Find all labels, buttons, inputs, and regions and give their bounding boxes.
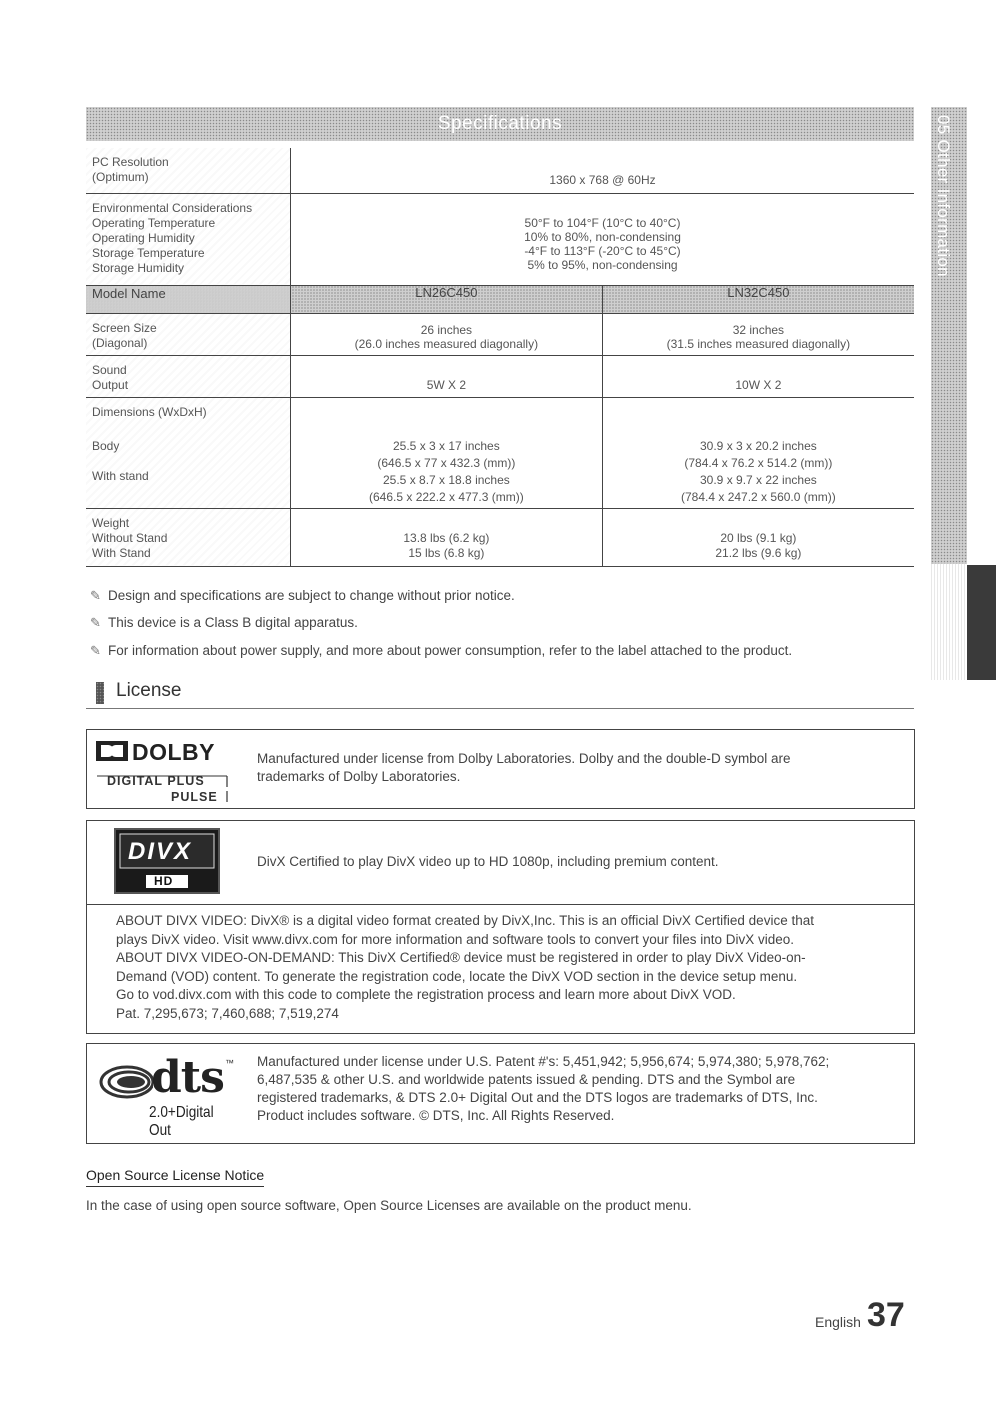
dolby-line1: DIGITAL PLUS [107,774,205,788]
spec-label: Screen Size (Diagonal) [86,313,291,355]
model-name-1: LN26C450 [291,285,603,313]
note-pen-icon: ✎ [90,615,101,630]
divx-about-text: ABOUT DIVX VIDEO: DivX® is a digital video format created by DivX,Inc. This is an official DivX Certified device that plays DivX video. Visit www.divx.com for more information and software tools to convert your files into DivX video. ABOUT DIVX VIDEO-ON-DEMAND: This DivX Certified® device must be registered in order to play DivX Video-on- Demand (VOD) content. To generate the registration code, locate the DivX VOD section in the device setup menu. Go to vod.divx.com with this code to complete the registration process and learn more about DivX VOD. Pat. 7,295,673; 7,460,688; 7,519,274 [116,913,814,1021]
spec-label: Dimensions (WxDxH) Body With stand [86,397,291,508]
license-title: License [116,680,182,701]
open-source-title: Open Source License Notice [86,1167,264,1187]
dts-tm: ™ [225,1058,234,1068]
spec-value: 26 inches (26.0 inches measured diagonally) [291,313,603,355]
chapter-tab-stripes [931,564,967,680]
open-source-text: In the case of using open source software, Open Source Licenses are available on the product menu. [86,1198,692,1213]
divx-brand: DIVX [128,838,193,865]
spec-value: 50°F to 104°F (10°C to 40°C) 10% to 80%, non-condensing -4°F to 113°F (-20°C to 45°C) 5% to 95%, non-condensing [291,193,915,285]
spec-row-environment [86,193,914,285]
spec-label: Sound Output [86,355,291,397]
chapter-tab-top [931,107,967,564]
spec-value: 1360 x 768 @ 60Hz [291,148,915,193]
chapter-tab-marker [967,565,996,680]
spec-row-weight [86,508,914,566]
license-divider [86,708,914,709]
spec-value: 25.5 x 3 x 17 inches (646.5 x 77 x 432.3 (mm)) 25.5 x 8.7 x 18.8 inches (646.5 x 222.2 x 477.3 (mm)) [291,397,603,508]
dts-license-box [86,1043,915,1144]
note-pen-icon: ✎ [90,643,101,658]
model-name-2: LN32C450 [602,285,914,313]
spec-label: PC Resolution (Optimum) [86,148,291,193]
spec-row-sound [86,355,914,397]
divx-hd: HD [154,874,174,888]
note-item: ✎ Design and specifications are subject to change without prior notice. [90,588,515,603]
note-pen-icon: ✎ [90,588,101,603]
dolby-brand: DOLBY [132,739,215,765]
dolby-line2: PULSE [171,790,218,804]
divx-inner-divider [87,904,914,905]
spec-value: 5W X 2 [291,355,603,397]
dolby-logo [93,736,233,804]
spec-value: 30.9 x 3 x 20.2 inches (784.4 x 76.2 x 514.2 (mm)) 30.9 x 9.7 x 22 inches (784.4 x 247.2 x 560.0 (mm)) [602,397,914,508]
divx-certified-text: DivX Certified to play DivX video up to HD 1080p, including premium content. [257,854,719,869]
dts-brand: dts [151,1052,224,1103]
spec-row-screen-size [86,313,914,355]
spec-label: Model Name [86,285,291,313]
spec-row-dimensions [86,397,914,508]
spec-table [86,148,914,567]
note-item: ✎ For information about power supply, and more about power consumption, refer to the label attached to the product. [90,643,793,658]
page-number: 37 [867,1296,905,1334]
dts-license-text: Manufactured under license under U.S. Patent #'s: 5,451,942; 5,956,674; 5,974,380; 5,978,762; 6,487,535 & other U.S. and worldwide patents issued & pending. DTS and the Symbol are registered trademarks, & DTS 2.0+ Digital Out and the DTS logos are trademarks of DTS, Inc. Product includes software. © DTS, Inc. All Rights Reserved. [257,1054,830,1123]
spec-value: 10W X 2 [602,355,914,397]
dolby-license-box [86,729,915,809]
section-header [86,107,914,141]
spec-row-pc-resolution [86,148,914,193]
chapter-tab-label: 05 Other Information [934,115,953,277]
section-title: Specifications [437,113,563,134]
dts-logo [93,1052,253,1139]
divx-logo [114,828,220,894]
footer-language: English [815,1314,861,1330]
dts-sub: 2.0+Digital Out [149,1104,214,1139]
spec-row-model-name [86,285,914,313]
dts-symbol-icon [93,1062,153,1102]
note-item: ✎ This device is a Class B digital apparatus. [90,615,358,630]
license-heading-bar [96,682,104,704]
spec-value: 32 inches (31.5 inches measured diagonally) [602,313,914,355]
chapter-side-tab [931,107,967,680]
spec-value: 20 lbs (9.1 kg) 21.2 lbs (9.6 kg) [602,508,914,566]
spec-value: 13.8 lbs (6.2 kg) 15 lbs (6.8 kg) [291,508,603,566]
spec-label: Weight Without Stand With Stand [86,508,291,566]
dolby-license-text: Manufactured under license from Dolby Laboratories. Dolby and the double-D symbol are trademarks of Dolby Laboratories. [257,751,791,784]
spec-label: Environmental Considerations Operating Temperature Operating Humidity Storage Temperature Storage Humidity [86,193,291,285]
